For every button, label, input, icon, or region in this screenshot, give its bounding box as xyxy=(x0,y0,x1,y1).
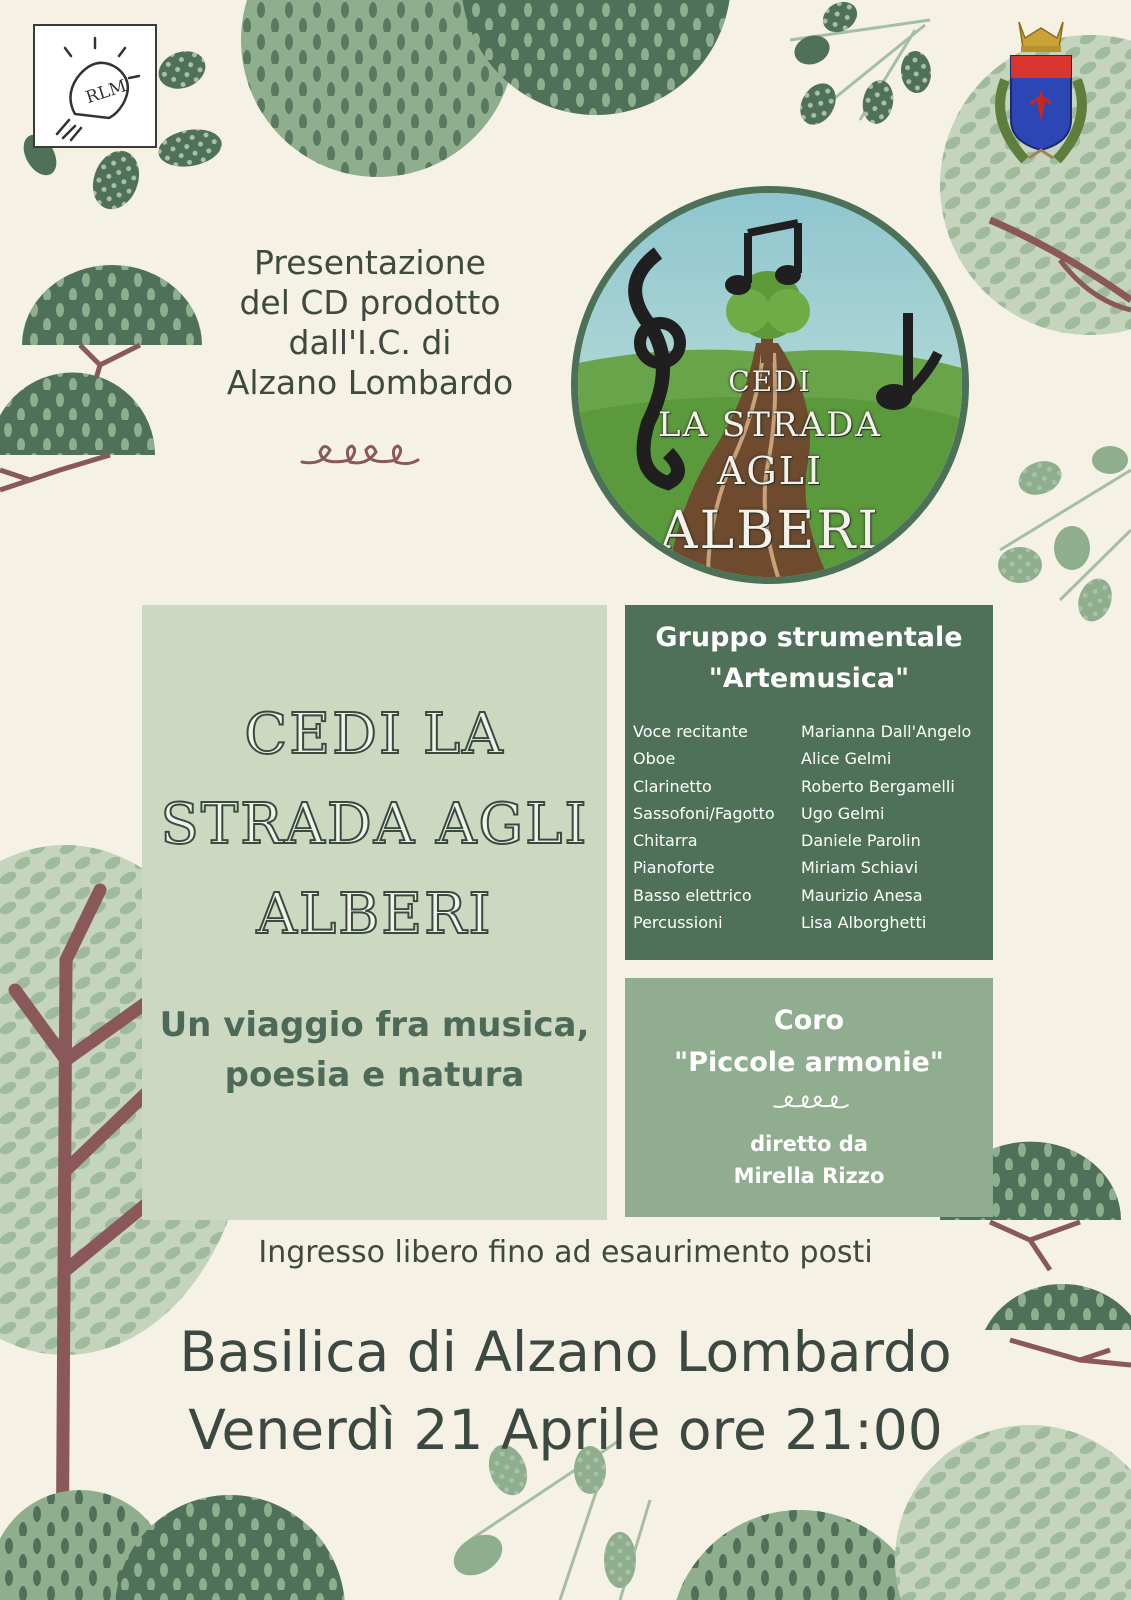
intro-line: Alzano Lombardo xyxy=(226,363,514,402)
band-title xyxy=(625,617,993,699)
venue-name: Basilica di Alzano Lombardo xyxy=(179,1320,952,1384)
roster-row xyxy=(633,800,993,827)
musician-name: Lisa Alborghetti xyxy=(801,913,927,933)
lightbulb-icon xyxy=(35,26,155,146)
roster-row xyxy=(633,718,993,745)
musician-name: Miriam Schiavi xyxy=(801,858,919,878)
municipal-crest-icon xyxy=(985,10,1097,170)
squiggle-divider-icon xyxy=(773,1092,849,1112)
instrument: Percussioni xyxy=(633,913,723,933)
instrument: Chitarra xyxy=(633,831,698,851)
instrument: Voce recitante xyxy=(633,722,748,741)
squiggle-divider-icon xyxy=(300,440,420,470)
choir-title-line: Coro xyxy=(773,1005,845,1036)
venue-datetime xyxy=(0,1313,1131,1469)
choir-panel xyxy=(625,978,993,1217)
intro-line: del CD prodotto xyxy=(239,283,501,322)
event-datetime: Venerdì 21 Aprile ore 21:00 xyxy=(188,1398,943,1462)
instrument: Oboe xyxy=(633,749,676,769)
instrument: Pianoforte xyxy=(633,858,715,878)
instrument: Clarinetto xyxy=(633,776,712,796)
school-logo xyxy=(33,24,157,148)
instrument: Basso elettrico xyxy=(633,885,752,905)
roster-row xyxy=(633,745,993,772)
band-panel xyxy=(625,605,993,960)
band-title-line: Gruppo strumentale xyxy=(655,622,963,653)
entry-note: Ingresso libero fino ad esaurimento posti xyxy=(258,1235,873,1270)
cd-title-line: AGLI xyxy=(716,449,824,493)
band-title-line: "Artemusica" xyxy=(708,663,910,694)
cd-cover xyxy=(571,186,969,584)
choir-director xyxy=(625,1128,993,1192)
musician-name: Maurizio Anesa xyxy=(801,885,923,905)
choir-director-line: diretto da xyxy=(750,1132,868,1156)
event-title-line: STRADA AGLI xyxy=(160,792,589,857)
roster-row xyxy=(633,882,993,909)
musician-name: Alice Gelmi xyxy=(801,749,892,769)
roster-row xyxy=(633,909,993,936)
cd-title-line: LA STRADA xyxy=(658,405,882,445)
roster-row xyxy=(633,773,993,800)
musician-name: Marianna Dall'Angelo xyxy=(801,722,972,741)
intro-line: dall'I.C. di xyxy=(288,323,452,362)
intro-line: Presentazione xyxy=(254,243,486,282)
choir-title-line: "Piccole armonie" xyxy=(674,1047,944,1078)
tagline-line: Un viaggio fra musica, xyxy=(159,1005,590,1045)
musician-name: Daniele Parolin xyxy=(801,831,921,851)
main-panel xyxy=(142,605,607,1220)
intro-text xyxy=(200,243,540,403)
logo-text: RLM xyxy=(83,76,130,109)
choir-director-line: Mirella Rizzo xyxy=(733,1164,885,1188)
event-title xyxy=(142,690,607,960)
cd-title-line: ALBERI xyxy=(660,501,880,561)
event-title-line: ALBERI xyxy=(256,882,493,947)
musician-name: Roberto Bergamelli xyxy=(801,776,955,796)
roster-row xyxy=(633,854,993,881)
event-title-line: CEDI LA xyxy=(244,702,505,767)
tagline-line: poesia e natura xyxy=(224,1055,525,1095)
musician-name: Ugo Gelmi xyxy=(801,803,885,823)
choir-title xyxy=(625,1000,993,1084)
roster-row xyxy=(633,827,993,854)
cd-title-line: CEDI xyxy=(728,365,812,398)
band-roster xyxy=(633,718,993,936)
event-tagline xyxy=(142,1000,607,1100)
instrument: Sassofoni/Fagotto xyxy=(633,803,775,823)
